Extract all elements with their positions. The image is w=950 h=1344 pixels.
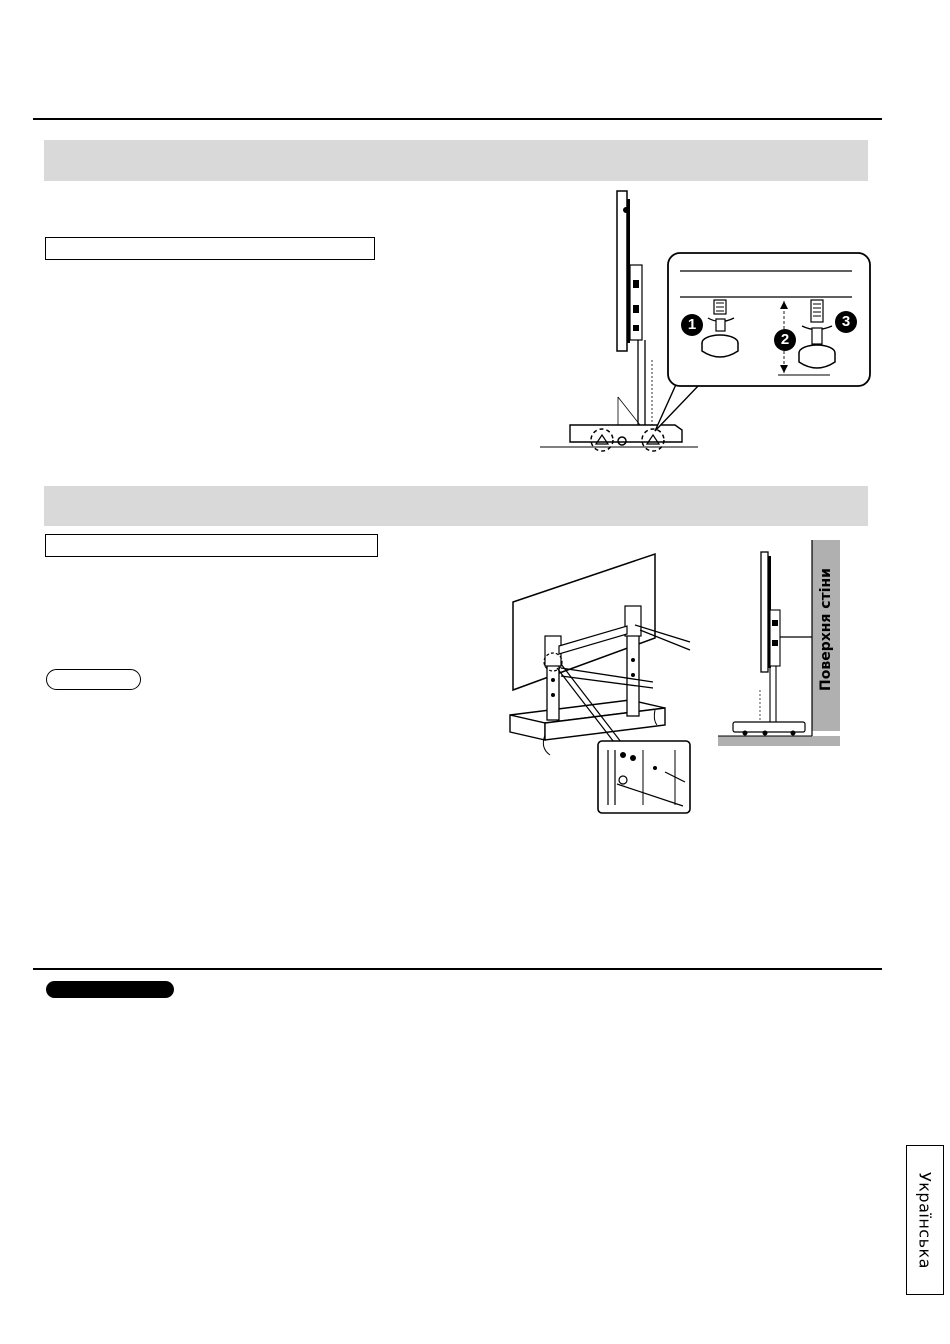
subheading-box-2 xyxy=(45,534,378,557)
notes-heading-pill xyxy=(46,981,174,998)
language-tab-label: Українська xyxy=(915,1171,935,1269)
language-tab xyxy=(906,1145,944,1295)
top-rule xyxy=(33,118,882,120)
note-label-pill xyxy=(46,669,141,690)
step-badge-3: 3 xyxy=(841,313,851,330)
wall-surface-label: Поверхня стіни xyxy=(818,568,834,692)
step-badge-1: 1 xyxy=(687,316,697,333)
section-header-band-1 xyxy=(44,140,868,181)
step-badge-2: 2 xyxy=(780,331,790,348)
bottom-rule xyxy=(33,968,882,970)
stand-rear-perspective-figure xyxy=(505,550,705,818)
section-header-band-2 xyxy=(44,486,868,526)
subheading-box-1 xyxy=(45,237,375,260)
